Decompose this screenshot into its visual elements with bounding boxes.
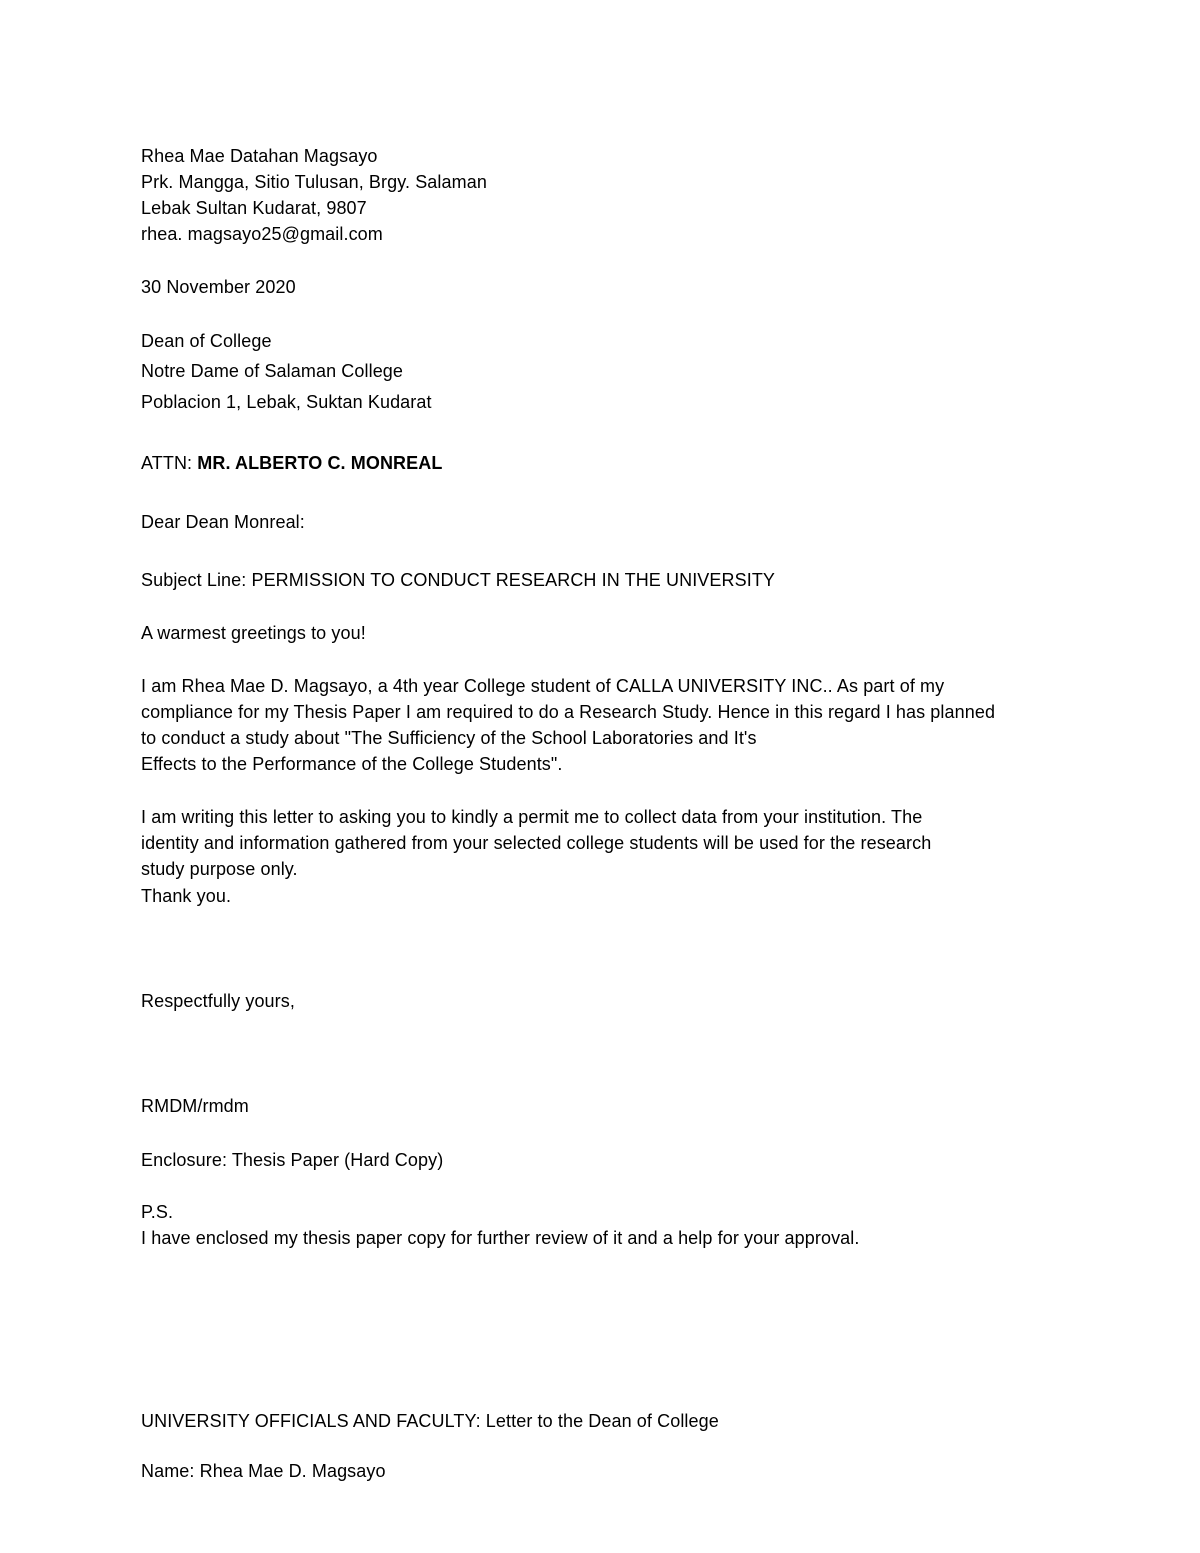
body-paragraph1-line: Effects to the Performance of the College Students". xyxy=(141,754,563,774)
sender-address-line1: Prk. Mangga, Sitio Tulusan, Brgy. Salaman xyxy=(141,172,487,192)
recipient-title: Dean of College xyxy=(141,331,272,351)
attention-line xyxy=(141,450,442,476)
greeting: A warmest greetings to you! xyxy=(141,623,366,643)
body-paragraph1-line: I am Rhea Mae D. Magsayo, a 4th year College student of CALLA UNIVERSITY INC.. As part of my xyxy=(141,676,945,696)
enclosure-line: Enclosure: Thesis Paper (Hard Copy) xyxy=(141,1150,444,1170)
closing: Respectfully yours, xyxy=(141,991,295,1011)
recipient-institution: Notre Dame of Salaman College xyxy=(141,361,404,381)
thanks-line: Thank you. xyxy=(141,886,232,906)
attention-label: ATTN: xyxy=(141,453,198,473)
sender-name: Rhea Mae Datahan Magsayo xyxy=(141,146,378,166)
body-paragraph1-line: compliance for my Thesis Paper I am required to do a Research Study. Hence in this regard I has planned xyxy=(141,702,996,722)
footer-name: Name: Rhea Mae D. Magsayo xyxy=(141,1461,386,1481)
attention-name: MR. ALBERTO C. MONREAL xyxy=(197,453,443,473)
reference-initials: RMDM/rmdm xyxy=(141,1096,249,1116)
letter-date: 30 November 2020 xyxy=(141,277,296,297)
salutation: Dear Dean Monreal: xyxy=(141,512,305,532)
body-paragraph1-line: to conduct a study about "The Sufficiency of the School Laboratories and It's xyxy=(141,728,757,748)
sender-email: rhea. magsayo25@gmail.com xyxy=(141,224,383,244)
sender-address-line2: Lebak Sultan Kudarat, 9807 xyxy=(141,198,367,218)
postscript-label: P.S. xyxy=(141,1202,174,1222)
body-paragraph2-line: identity and information gathered from your selected college students will be used for the research xyxy=(141,833,932,853)
recipient-address: Poblacion 1, Lebak, Suktan Kudarat xyxy=(141,392,432,412)
body-paragraph2-line: study purpose only. xyxy=(141,859,298,879)
subject-line: Subject Line: PERMISSION TO CONDUCT RESEARCH IN THE UNIVERSITY xyxy=(141,570,776,590)
postscript-text: I have enclosed my thesis paper copy for further review of it and a help for your approval. xyxy=(141,1228,860,1248)
footer-category: UNIVERSITY OFFICIALS AND FACULTY: Letter to the Dean of College xyxy=(141,1411,719,1431)
body-paragraph2-line: I am writing this letter to asking you to kindly a permit me to collect data from your institution. The xyxy=(141,807,923,827)
